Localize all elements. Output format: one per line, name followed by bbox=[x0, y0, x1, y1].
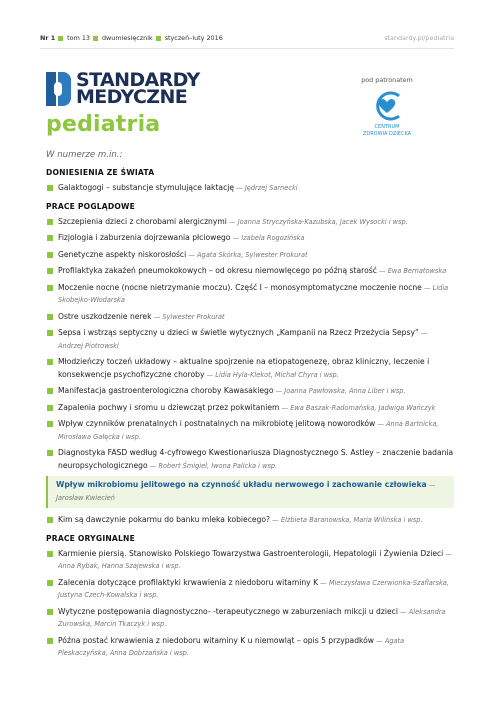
entry-dash: — bbox=[270, 516, 281, 524]
journal-url-link[interactable]: standardy.pl/pediatria bbox=[384, 34, 454, 42]
czd-heart-logo-icon bbox=[369, 90, 405, 122]
square-bullet-icon bbox=[47, 609, 53, 615]
square-bullet-icon bbox=[47, 252, 53, 258]
toc-entry[interactable] bbox=[46, 385, 454, 398]
issue-date: styczeń–luty 2016 bbox=[164, 34, 223, 42]
entry-title: Sepsa i wstrząs septyczny u dzieci w świetle wytycznych „Kampanii na Rzecz Przeżycia Sepsy” bbox=[58, 328, 419, 337]
entry-authors: Aleksandra Żurowska, Marcin Tkaczyk i wsp. bbox=[58, 607, 446, 628]
entry-authors: Ewa Bernatowska bbox=[387, 267, 447, 275]
entry-authors: Robert Śmigiel, Iwona Palicka i wsp. bbox=[158, 461, 278, 470]
toc-entry[interactable] bbox=[46, 447, 454, 472]
entry-authors: Joanna Pawłowska, Anna Liber i wsp. bbox=[284, 387, 406, 395]
header-divider bbox=[40, 48, 454, 49]
issue-number: Nr 1 bbox=[40, 34, 56, 42]
patron-organization-name: CENTRUM ZDROWIA DZIECKA bbox=[362, 124, 412, 137]
entry-title: Genetyczne aspekty niskorosłości bbox=[58, 249, 187, 259]
logo-mark-icon bbox=[46, 72, 72, 106]
square-bullet-icon bbox=[47, 359, 53, 365]
entry-title: Diagnostyka FASD według 4-cyfrowego Kwestionariusza Diagnostycznego S. Astley – znaczenie badania neuropsychologicznego bbox=[58, 448, 454, 470]
square-bullet-icon bbox=[47, 330, 53, 336]
toc-entry[interactable] bbox=[46, 356, 454, 381]
entry-dash: — bbox=[151, 312, 163, 321]
entry-dash: — bbox=[418, 329, 428, 337]
entry-title: Zalecenia dotyczące profilaktyki krwawienia z niedoboru witaminy K bbox=[58, 577, 319, 587]
square-bullet-icon bbox=[47, 405, 53, 411]
entry-title: Karmienie piersią. Stanowisko Polskiego Towarzystwa Gastroenterologii, Hepatologii i Żywienia Dzieci bbox=[58, 548, 444, 558]
square-bullet-icon bbox=[47, 517, 53, 523]
entry-dash: — bbox=[426, 481, 436, 489]
section-heading: PRACE ORYGINALNE bbox=[46, 533, 135, 543]
entry-dash: — bbox=[234, 184, 245, 192]
entry-title: Wytyczne postępowania diagnostyczno- -terapeutycznego w zaburzeniach mikcji u dzieci bbox=[58, 606, 398, 616]
patronage-label: pod patronatem bbox=[361, 76, 413, 84]
square-bullet-icon bbox=[47, 185, 53, 191]
toc-entry[interactable] bbox=[46, 249, 454, 262]
featured-article-title: Wpływ mikrobiomu jelitowego na czynność układu nerwowego i zachowanie człowieka bbox=[56, 480, 427, 489]
square-bullet-icon bbox=[47, 388, 53, 394]
square-bullet-icon bbox=[58, 36, 63, 41]
toc-intro: W numerze m.in.: bbox=[46, 150, 123, 160]
toc-entry[interactable] bbox=[46, 327, 454, 352]
entry-authors: Anna Rybak, Hanna Szajewska i wsp. bbox=[58, 562, 181, 570]
logo-wordmark: STANDARDY MEDYCZNE bbox=[76, 69, 200, 108]
entry-title: Szczepienia dzieci z chorobami alergicznymi bbox=[58, 216, 227, 226]
entry-dash: — bbox=[147, 461, 159, 470]
entry-dash: — bbox=[273, 387, 285, 395]
square-bullet-icon bbox=[47, 314, 53, 320]
entry-authors: Lidia Hyla-Klekot, Michał Chyra i wsp. bbox=[215, 370, 339, 379]
toc-entry[interactable] bbox=[46, 232, 454, 245]
entry-authors: Jędrzej Sarnecki bbox=[244, 184, 298, 192]
toc-entry[interactable] bbox=[46, 282, 454, 307]
entry-dash: — bbox=[397, 607, 409, 616]
entry-dash: — bbox=[186, 250, 198, 259]
toc-entry[interactable] bbox=[46, 216, 454, 229]
square-bullet-icon bbox=[93, 36, 98, 41]
entry-dash: — bbox=[375, 420, 387, 428]
square-bullet-icon bbox=[47, 219, 53, 225]
featured-article[interactable] bbox=[46, 476, 454, 508]
toc-entry[interactable] bbox=[46, 265, 454, 278]
entry-title: Fizjologia i zaburzenia dojrzewania płciowego bbox=[58, 233, 231, 242]
entry-dash: — bbox=[421, 283, 433, 292]
entry-authors: Agata Skórka, Sylwester Prokurat bbox=[197, 250, 308, 259]
square-bullet-icon bbox=[47, 638, 53, 644]
entry-dash: — bbox=[376, 267, 388, 275]
journal-logo bbox=[46, 69, 200, 108]
entry-title: Kim są dawczynie pokarmu do banku mleka kobiecego? bbox=[58, 515, 271, 524]
entry-title: Galaktogogi – substancje stymulujące laktację bbox=[58, 183, 235, 192]
toc-entry[interactable] bbox=[46, 577, 454, 602]
volume: tom 13 bbox=[67, 34, 90, 42]
entry-authors: Andrzej Piotrowski bbox=[58, 341, 119, 350]
entry-authors: Izabela Rogozińska bbox=[241, 234, 305, 242]
section-heading: PRACE POGLĄDOWE bbox=[46, 201, 135, 211]
frequency: dwumiesięcznik bbox=[101, 34, 153, 42]
table-of-contents bbox=[46, 150, 454, 664]
patronage-block bbox=[352, 76, 422, 137]
entry-title: Manifestacja gastroenterologiczna choroby Kawasakiego bbox=[58, 386, 274, 395]
entry-authors: Anna Bartnicka, Mirosława Gałęcka i wsp. bbox=[58, 420, 439, 441]
issue-info bbox=[40, 34, 223, 42]
entry-dash: — bbox=[204, 370, 216, 379]
entry-title: Zapalenia pochwy i sromu u dziewcząt przez pokwitaniem bbox=[58, 402, 280, 412]
entry-authors: Sylwester Prokurat bbox=[162, 312, 225, 321]
entry-authors: Agata Pleskaczyńska, Anna Dobrzańska i wsp. bbox=[58, 636, 405, 657]
square-bullet-icon bbox=[156, 36, 161, 41]
entry-title: Późna postać krwawienia z niedoboru witaminy K u niemowląt – opis 5 przypadków bbox=[58, 635, 375, 645]
issue-header-bar bbox=[40, 32, 454, 44]
toc-entry[interactable] bbox=[46, 548, 454, 573]
journal-section-title: pediatria bbox=[46, 112, 161, 137]
square-bullet-icon bbox=[47, 235, 53, 241]
section-heading: DONIESIENIA ZE ŚWIATA bbox=[46, 168, 155, 177]
toc-entry[interactable] bbox=[46, 635, 454, 660]
featured-article-authors: Jarosław Kwiecień bbox=[56, 493, 115, 502]
entry-authors: Mieczysława Czerwionka-Szaflarska, Justyna Czech-Kowalska i wsp. bbox=[58, 578, 449, 599]
toc-entry[interactable] bbox=[46, 402, 454, 415]
square-bullet-icon bbox=[47, 551, 53, 557]
entry-authors: Joanna Stryczyńska-Kazubska, Jacek Wysocki i wsp. bbox=[237, 217, 408, 226]
entry-authors: Ewa Baszak-Radomańska, Jadwiga Wańczyk bbox=[290, 403, 436, 412]
entry-title: Wpływ czynników prenatalnych i postnatalnych na mikrobiotę jelitową noworodków bbox=[58, 419, 376, 428]
entry-dash: — bbox=[318, 578, 329, 587]
toc-entry[interactable] bbox=[46, 514, 454, 527]
entry-title: Młodzieńczy toczeń układowy – aktualne spojrzenie na etiopatogenezę, obraz kliniczny, leczenie i konsekwencje psychofizyczne choroby bbox=[58, 357, 430, 379]
entry-dash: — bbox=[374, 636, 385, 645]
entry-dash: — bbox=[279, 403, 291, 412]
square-bullet-icon bbox=[47, 580, 53, 586]
toc-entry[interactable] bbox=[46, 418, 454, 443]
toc-entry[interactable] bbox=[46, 182, 454, 195]
entry-title: Profilaktyka zakażeń pneumokokowych – od okresu niemowlęcego po późną starość bbox=[58, 266, 377, 275]
toc-entry[interactable] bbox=[46, 606, 454, 631]
entry-authors: Elżbieta Baranowska, Maria Wilińska i wsp. bbox=[280, 516, 423, 524]
entry-dash: — bbox=[226, 217, 238, 226]
toc-sections bbox=[46, 168, 454, 660]
entry-title: Moczenie nocne (nocne nietrzymanie moczu). Część I – monosymptomatyczne moczenie nocne bbox=[58, 282, 422, 292]
entry-authors: Lidia Skobejko-Włodarska bbox=[58, 283, 449, 304]
square-bullet-icon bbox=[47, 450, 53, 456]
square-bullet-icon bbox=[47, 268, 53, 274]
entry-dash: — bbox=[443, 549, 452, 558]
square-bullet-icon bbox=[47, 421, 53, 427]
toc-entry[interactable] bbox=[46, 311, 454, 324]
entry-dash: — bbox=[230, 234, 242, 242]
entry-title: Ostre uszkodzenie nerek bbox=[58, 311, 152, 321]
square-bullet-icon bbox=[47, 285, 53, 291]
